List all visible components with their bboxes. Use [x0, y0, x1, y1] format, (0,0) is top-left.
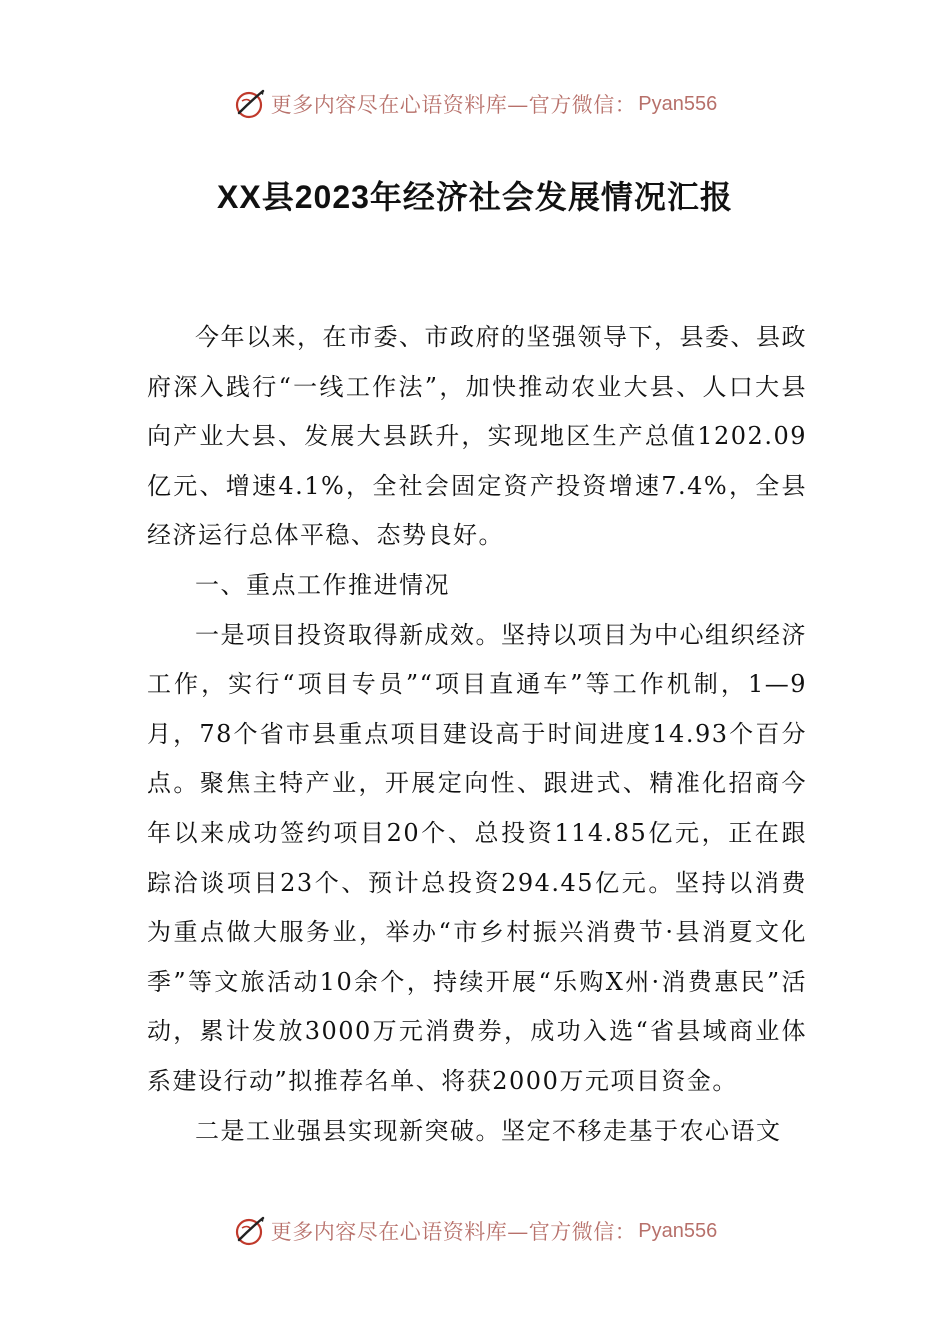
section-heading: 一、重点工作推进情况 [195, 570, 450, 599]
header-banner [0, 84, 950, 124]
document-body [147, 313, 807, 1156]
paragraph-project-investment: 一是项目投资取得新成效。坚持以项目为中心组织经济工作，实行“项目专员”“项目直通车”等工作机制，1—9月，78个省市县重点项目建设高于时间进度14.93个百分点。聚焦主特产业，开展定向性、跟进式、精准化招商今年以来成功签约项目20个、总投资114.85亿元，正在跟踪洽谈项目23个、预计总投资294.45亿元。坚持以消费为重点做大服务业，举办“市乡村振兴消费节·县消夏文化季”等文旅活动10余个，持续开展“乐购X州·消费惠民”活动，累计发放3000万元消费券，成功入选“省县域商业体系建设行动”拟推荐名单、将获2000万元项目资金。 [147, 620, 807, 1095]
footer-banner [0, 1211, 950, 1251]
pen-logo-icon [233, 87, 267, 121]
pen-logo-icon [233, 1214, 267, 1248]
banner-wechat-id: Pyan556 [638, 92, 718, 115]
banner-site-text: 更多内容尽在心语资料库—官方微信： [270, 1220, 637, 1244]
intro-paragraph: 今年以来，在市委、市政府的坚强领导下，县委、县政府深入践行“一线工作法”，加快推动农业大县、人口大县向产业大县、发展大县跃升，实现地区生产总值1202.09亿元、增速4.1%，全社会固定资产投资增速7.4%，全县经济运行总体平稳、态势良好。 [147, 323, 807, 550]
banner-wechat-id: Pyan556 [638, 1219, 718, 1242]
document-title: XX县2023年经济社会发展情况汇报 [217, 179, 733, 215]
banner-site-text: 更多内容尽在心语资料库—官方微信： [270, 93, 637, 117]
paragraph-industry: 二是工业强县实现新突破。坚定不移走基于农心语文 [195, 1116, 782, 1145]
